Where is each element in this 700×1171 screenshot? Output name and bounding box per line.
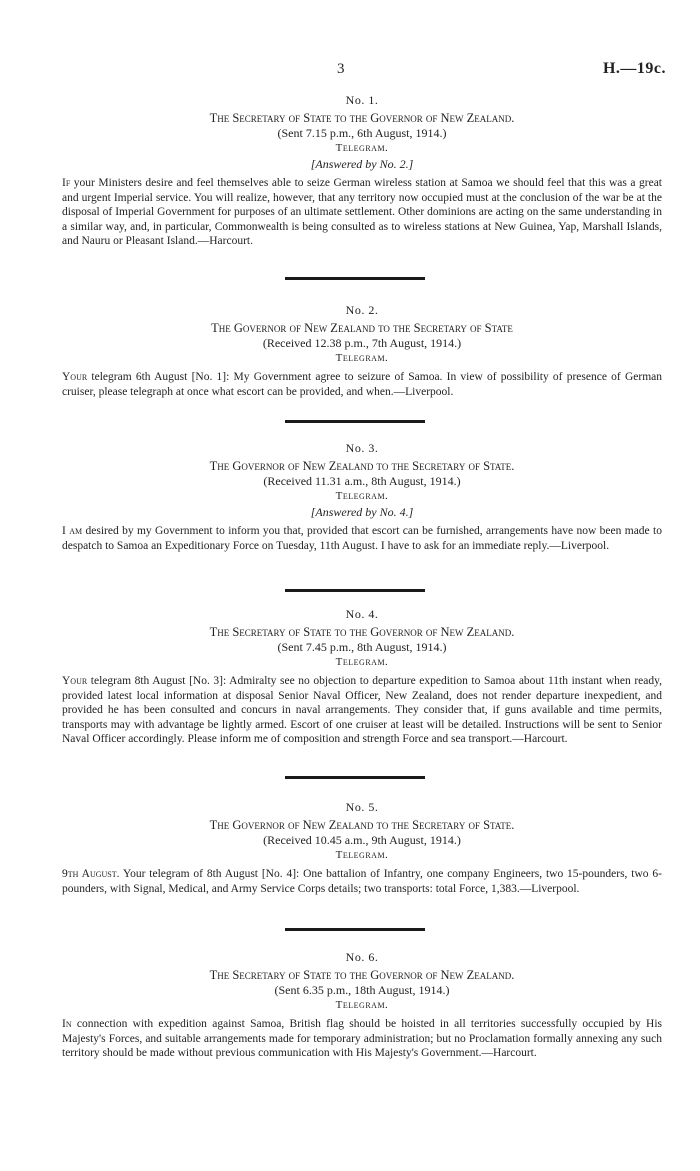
telegram-number: No. 5. (345, 800, 379, 814)
telegram-lead: Your (62, 675, 88, 687)
section-divider (285, 589, 425, 592)
telegram-number: No. 4. (345, 607, 379, 621)
telegram-type: Telegram. (335, 352, 389, 364)
telegram-lead: In (62, 1018, 72, 1030)
telegram-number: No. 6. (345, 950, 379, 964)
telegram-body (62, 674, 662, 747)
telegram-5 (62, 800, 662, 896)
telegram-heading: The Secretary of State to the Governor of New Zealand. (209, 111, 515, 125)
telegram-text: your Ministers desire and feel themselves able to seize German wireless station at Samoa we should feel that this was a great and urgent Imperial service. You will realize, however, that any territory now occupied must at the conclusion of the war be at the disposal of Imperial Government for purposes of an ultimate settlement. Other dominions are acting on the same understanding in a similar way, and, in particular, Commonwealth is being consulted as to wireless stations at New Guinea, Yap, Marshall Islands, and Nauru or Pleasant Island.—Harcourt. (62, 177, 662, 247)
document-reference: H.—19c. (602, 60, 666, 77)
telegram-type: Telegram. (335, 142, 389, 154)
telegram-text: telegram 8th August [No. 3]: Admiralty see no objection to departure expedition to Samoa about 11th instant when ready, provided latest local information at disposal Senior Naval Officer, New Zealand, does not render departure inexpedient, and provided he has been consulted and concurs in naval arrangements. They consider that, if guns available and time permits, transports may with advantage be lightly armed. Escort of one cruiser at least will be detailed. Instructions will be sent to Senior Naval Officer accordingly. Please inform me of composition and strength Force and sea transport.—Harcourt. (62, 675, 662, 745)
telegram-type: Telegram. (335, 999, 389, 1011)
telegram-heading: The Secretary of State to the Governor of New Zealand. (209, 968, 515, 982)
section-divider (285, 776, 425, 779)
telegram-type: Telegram. (335, 656, 389, 668)
page-number: 3 (337, 61, 345, 77)
telegram-6 (62, 950, 662, 1061)
telegram-type: Telegram. (335, 849, 389, 861)
telegram-date: (Received 12.38 p.m., 7th August, 1914.) (262, 336, 462, 350)
telegram-date: (Sent 7.15 p.m., 6th August, 1914.) (277, 126, 447, 140)
telegram-text: telegram 6th August [No. 1]: My Government agree to seizure of Samoa. In view of possibility of presence of German cruiser, please telegraph at once what escort can be provided, and when.—Liverpool. (62, 371, 662, 398)
telegram-lead: 9th August. (62, 868, 120, 880)
telegram-lead: I am (62, 525, 83, 537)
answered-by-note: [Answered by No. 4.] (310, 505, 414, 519)
telegram-number: No. 3. (345, 441, 379, 455)
telegram-number: No. 2. (345, 303, 379, 317)
telegram-heading: The Governor of New Zealand to the Secretary of State. (209, 818, 515, 832)
telegram-heading: The Governor of New Zealand to the Secretary of State (211, 321, 513, 335)
section-divider (285, 277, 425, 280)
telegram-heading: The Secretary of State to the Governor of New Zealand. (209, 625, 515, 639)
telegram-lead: Your (62, 371, 88, 383)
telegram-lead: If (62, 177, 71, 189)
section-divider (285, 420, 425, 423)
section-divider (285, 928, 425, 931)
telegram-text: connection with expedition against Samoa, British flag should be hoisted in all territories successfully occupied by His Majesty's Forces, and suitable arrangements made for temporary administration; but no Proclamation formally annexing any such territory should be made without previous communication with His Majesty's Government.—Harcourt. (62, 1018, 662, 1059)
telegram-body (62, 867, 662, 896)
telegram-heading: The Governor of New Zealand to the Secretary of State. (209, 459, 515, 473)
telegram-text: Your telegram of 8th August [No. 4]: One battalion of Infantry, one company Engineers, two 15-pounders, two 6-pounders, with Signal, Medical, and Army Service Corps details; two transports: total Force, 1,383.—Liverpool. (62, 868, 662, 895)
telegram-4 (62, 607, 662, 747)
telegram-2 (62, 303, 662, 399)
telegram-date: (Received 10.45 a.m., 9th August, 1914.) (263, 833, 461, 847)
telegram-3 (62, 441, 662, 553)
telegram-type: Telegram. (335, 490, 389, 502)
telegram-1 (62, 93, 662, 249)
telegram-date: (Received 11.31 a.m., 8th August, 1914.) (263, 474, 461, 488)
telegram-text: desired by my Government to inform you that, provided that escort can be furnished, arrangements have now been made to despatch to Samoa an Expeditionary Force on Tuesday, 11th August. I have to ask for an immediate reply.—Liverpool. (62, 525, 662, 552)
telegram-body (62, 176, 662, 249)
telegram-body (62, 370, 662, 399)
telegram-number: No. 1. (345, 93, 379, 107)
telegram-body (62, 524, 662, 553)
answered-by-note: [Answered by No. 2.] (310, 157, 414, 171)
telegram-date: (Sent 7.45 p.m., 8th August, 1914.) (277, 640, 447, 654)
telegram-date: (Sent 6.35 p.m., 18th August, 1914.) (274, 983, 450, 997)
telegram-body (62, 1017, 662, 1061)
